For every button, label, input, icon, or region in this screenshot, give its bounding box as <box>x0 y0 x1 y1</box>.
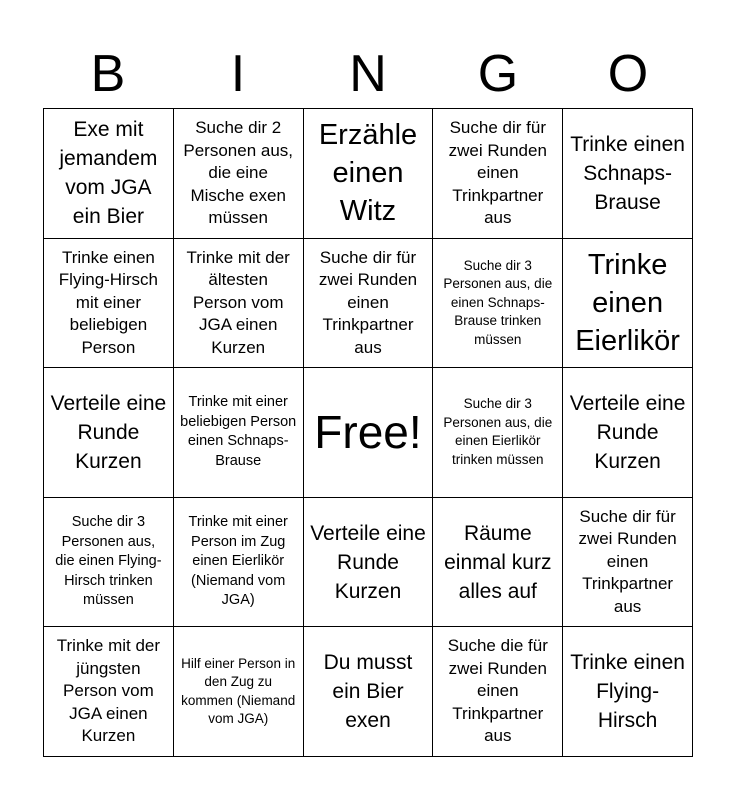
header-letter-i: I <box>230 45 246 103</box>
bingo-cell-r1c3[interactable] <box>304 109 434 239</box>
bingo-cell-r1c5[interactable] <box>563 109 693 239</box>
cell-text: Trinke mit einer beliebigen Person einen Schnaps-Brause <box>180 394 297 469</box>
bingo-cell-r5c3[interactable] <box>304 627 434 757</box>
bingo-cell-r3c1[interactable] <box>44 368 174 498</box>
cell-text: Verteile eine Runde Kurzen <box>310 521 426 603</box>
bingo-cell-r1c1[interactable] <box>44 109 174 239</box>
cell-text: Trinke mit einer Person im Zug einen Eierlikör (Niemand vom JGA) <box>188 514 288 609</box>
cell-text: Trinke mit der jüngsten Person vom JGA einen Kurzen <box>56 636 161 746</box>
cell-text: Trinke einen Schnaps-Brause <box>570 132 685 214</box>
bingo-cell-r5c2[interactable] <box>174 627 304 757</box>
bingo-cell-r5c1[interactable] <box>44 627 174 757</box>
bingo-cell-r2c2[interactable] <box>174 239 304 369</box>
cell-text: Exe mit jemandem vom JGA ein Bier <box>59 118 158 229</box>
bingo-cell-r5c5[interactable] <box>563 627 693 757</box>
cell-text: Verteile eine Runde Kurzen <box>569 391 686 473</box>
bingo-cell-r3c2[interactable] <box>174 368 304 498</box>
cell-text: Suche dir 3 Personen aus, die einen Flying-Hirsch trinken müssen <box>55 514 162 609</box>
cell-text: Trinke einen Flying-Hirsch <box>570 651 685 733</box>
cell-text: Du musst ein Bier exen <box>323 651 413 733</box>
header-letter-b: B <box>90 45 126 103</box>
cell-text: Hilf einer Person in den Zug zu kommen (Niemand vom JGA) <box>181 655 296 727</box>
bingo-cell-r4c2[interactable] <box>174 498 304 628</box>
cell-text: Suche dir für zwei Runden einen Trinkpartner aus <box>578 506 677 616</box>
bingo-cell-r3c4[interactable] <box>433 368 563 498</box>
cell-text: Suche dir 3 Personen aus, die einen Schnaps-Brause trinken müssen <box>443 257 553 347</box>
bingo-cell-r1c4[interactable] <box>433 109 563 239</box>
bingo-cell-r2c3[interactable] <box>304 239 434 369</box>
bingo-cell-r3c5[interactable] <box>563 368 693 498</box>
cell-text: Suche die für zwei Runden einen Trinkpartner aus <box>447 636 548 746</box>
cell-text: Suche dir 2 Personen aus, die eine Mische exen müssen <box>183 118 294 228</box>
header-letter-n: N <box>349 45 387 103</box>
bingo-cell-r4c4[interactable] <box>433 498 563 628</box>
header-letter-o: O <box>607 45 649 103</box>
bingo-cell-r2c5[interactable] <box>563 239 693 369</box>
header-letter-g: G <box>477 45 519 103</box>
bingo-cell-r4c5[interactable] <box>563 498 693 628</box>
cell-text: Suche dir für zwei Runden einen Trinkpartner aus <box>318 247 418 357</box>
bingo-cell-r4c3[interactable] <box>304 498 434 628</box>
cell-text: Trinke mit der ältesten Person vom JGA einen Kurzen <box>186 247 290 357</box>
cell-text: Suche dir für zwei Runden einen Trinkpartner aus <box>448 118 547 228</box>
bingo-cell-r4c1[interactable] <box>44 498 174 628</box>
cell-text: Trinke einen Flying-Hirsch mit einer beliebigen Person <box>58 247 158 357</box>
bingo-cell-free[interactable] <box>304 368 434 498</box>
cell-text: Räume einmal kurz alles auf <box>444 521 552 603</box>
cell-text: Suche dir 3 Personen aus, die einen Eierlikör trinken müssen <box>443 396 553 467</box>
bingo-cell-r5c4[interactable] <box>433 627 563 757</box>
bingo-header <box>43 40 693 108</box>
bingo-cell-r1c2[interactable] <box>174 109 304 239</box>
bingo-board <box>43 108 693 757</box>
free-space-label: Free! <box>314 406 422 459</box>
cell-text: Trinke einen Eierlikör <box>575 248 680 357</box>
cell-text: Erzähle einen Witz <box>318 119 418 228</box>
cell-text: Verteile eine Runde Kurzen <box>50 391 167 473</box>
bingo-cell-r2c4[interactable] <box>433 239 563 369</box>
bingo-cell-r2c1[interactable] <box>44 239 174 369</box>
